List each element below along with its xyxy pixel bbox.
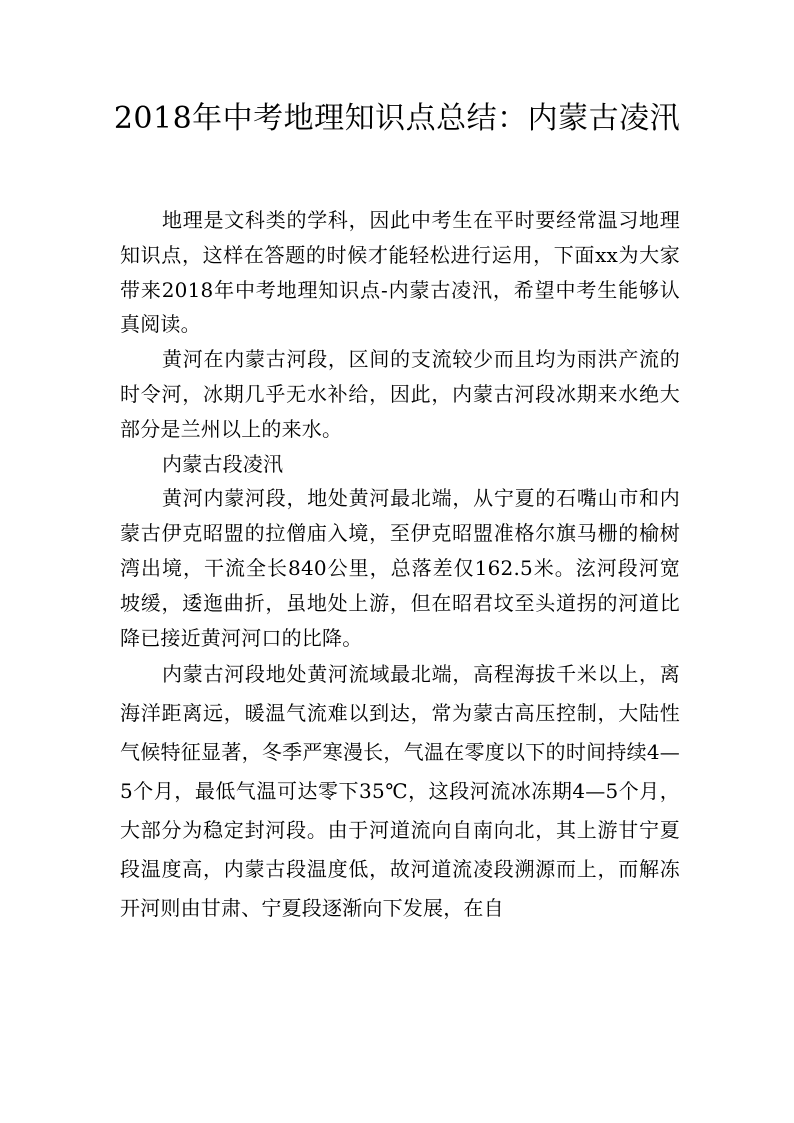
paragraph-climate: 内蒙古河段地处黄河流域最北端，高程海拔千米以上，离海洋距离远，暖温气流难以到达，常为蒙古高压控制，大陆性气候特征显著，冬季严寒漫长，气温在零度以下的时间持续4—5个月，最低气温可达零下35℃，这段河流冰冻期4—5个月，大部分为稳定封河段。由于河道流向自南向北，其上游甘宁夏段温度高，内蒙古段温度低，故河道流凌段溯源而上，而解冻开河则由甘肃、宁夏段逐渐向下发展，在自 [120, 662, 680, 921]
document-body [120, 203, 680, 928]
section-heading-inner-mongolia-ice-flood: 内蒙古段凌汛 [162, 451, 284, 476]
paragraph-intro: 地理是文科类的学科，因此中考生在平时要经常温习地理知识点，这样在答题的时候才能轻松进行运用，下面xx为大家带来2018年中考地理知识点-内蒙古凌汛，希望中考生能够认真阅读。 [120, 208, 680, 337]
page-title: 2018年中考地理知识点总结：内蒙古凌汛 [113, 101, 681, 136]
paragraph-river-section: 黄河内蒙河段，地处黄河最北端，从宁夏的石嘴山市和内蒙古伊克昭盟的拉僧庙入境，至伊克昭盟准格尔旗马栅的榆树湾出境，干流全长840公里，总落差仅162.5米。泫河段河宽坡缓，逶迤曲折，虽地处上游，但在昭君坟至头道拐的河道比降已接近黄河河口的比降。 [120, 486, 680, 650]
paragraph-tributaries: 黄河在内蒙古河段，区间的支流较少而且均为雨洪产流的时令河，冰期几乎无水补给，因此，内蒙古河段冰期来水绝大部分是兰州以上的来水。 [120, 347, 680, 441]
